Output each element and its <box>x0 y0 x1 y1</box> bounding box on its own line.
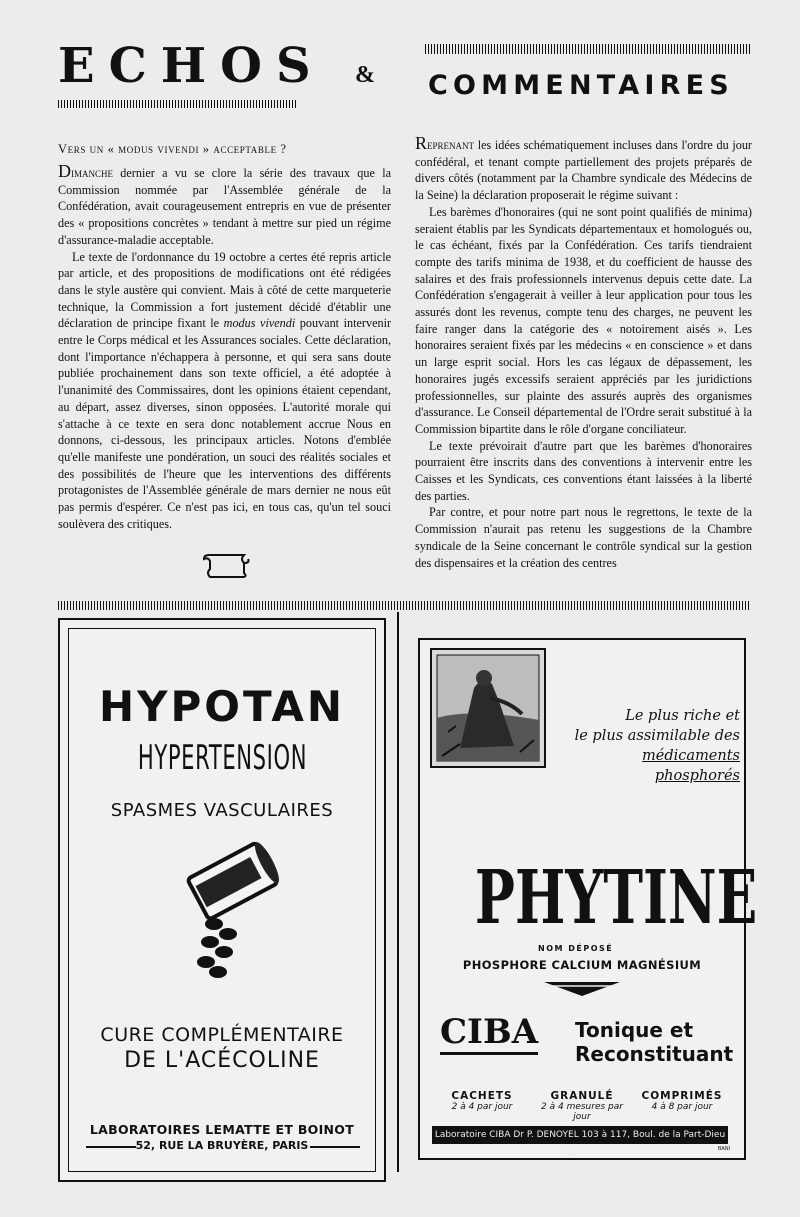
ciba-logo: CIBA <box>440 1012 538 1055</box>
section-title-echos: ECHOS <box>58 38 325 94</box>
form-comprimes: COMPRIMÉS 4 à 8 par jour <box>641 1090 723 1112</box>
decorative-chevron-icon <box>542 978 622 1000</box>
article-headline: Vers un « modus vivendi » acceptable ? <box>58 142 287 156</box>
phytine-laboratory-footer: Laboratoire CIBA Dr P. DENOYEL 103 à 117, Boul. de la Part-Dieu LYON <box>432 1126 728 1144</box>
title-overline-right <box>425 44 750 54</box>
horizontal-separator <box>58 601 750 610</box>
hypotan-address: 52, RUE LA BRUYÈRE, PARIS <box>135 1139 309 1152</box>
section-title-ampersand: & <box>355 62 375 88</box>
phytine-composition: PHOSPHORE CALCIUM MAGNÉSIUM <box>462 958 702 972</box>
phytine-nom-depose: NOM DÉPOSÉ <box>538 944 614 953</box>
article-right-column <box>415 135 752 571</box>
advertisement-phytine <box>418 638 758 1160</box>
article-left-column <box>58 163 391 532</box>
phytine-reconstituant: Reconstituant <box>575 1042 734 1066</box>
advertisement-hypotan <box>58 618 386 1182</box>
hypotan-brand: HYPOTAN <box>98 682 346 731</box>
drop-cap: R <box>415 133 428 153</box>
paragraph: Reprenant les idées schématiquement incluses dans l'ordre du jour confédéral, et tenant compte partiellement des projets préparés de divers côtés (notamment par la Chambre syndicale des Médecins de la Seine) la déclaration proposerait le régime suivant : <box>415 133 752 203</box>
woman-gardening-engraving <box>430 648 546 768</box>
form-granule: GRANULÉ 2 à 4 mesures par jour <box>541 1090 623 1122</box>
form-cachets: CACHETS 2 à 4 par jour <box>451 1090 513 1112</box>
hypotan-line-spasmes: SPASMES VASCULAIRES <box>110 800 334 821</box>
paragraph: Le texte de l'ordonnance du 19 octobre a certes été repris article par article, et des propositions de modifications ont été rédigées dans le style austère qui convient. Mais à côté de cette marqueterie technique, la Commission a fort justement décidé d'établir une déclaration de principe fixant le modus vivendi pouvant intervenir entre le Corps médical et les Assurances sociales. Cette déclaration, dont l'importance n'échappera à personne, et qui sera sans doute publiée prochainement dans son texte officiel, a été adoptée à l'unanimité des Commissaires, dont les opinions étaient cependant, au départ, assez diverses, sinon opposées. L'autorité morale qui s'attache à ce texte en sera donc notablement accrue Nous en donnons, ci-dessous, les principaux articles. Notons d'emblée qu'elle manifeste une pondération, un souci des réalités sociales et des possibilités de l'heure que les interventions des différents protagonistes de l'Assemblée générale de mars dernier ne nous eût pas permis d'espérer. Ce n'est pas ici, en tous cas, qu'un tel souci soulèvera des critiques. <box>58 249 392 531</box>
scroll-ornament-icon <box>200 553 252 579</box>
vertical-divider <box>397 612 399 1172</box>
paragraph: Le texte prévoirait d'autre part que les barèmes d'honoraires pourraient être inscrits dans des conventions à intervenir entre les Caisses et les Syndicats, ces conventions étant laissées à la liberté des parties. <box>415 438 752 503</box>
paragraph: Par contre, et pour notre part nous le regrettons, le texte de la Commission n'aurait pas retenu les suggestions de la Chambre syndicale de la Seine concernant le contrôle syndical sur la gestion des dispensaires et la création des centres <box>415 505 752 570</box>
pill-bottle-icon <box>172 838 282 988</box>
section-title-commentaires: COMMENTAIRES <box>428 70 734 101</box>
hypotan-line-cure: CURE COMPLÉMENTAIRE <box>100 1024 344 1046</box>
hypotan-line-hypertension: HYPERTENSION <box>137 738 307 778</box>
phytine-slogan: Le plus riche et le plus assimilable des médicaments phosphorés <box>574 708 740 784</box>
title-underline-left <box>58 100 298 108</box>
hypotan-line-acecoline: DE L'ACÉCOLINE <box>124 1048 320 1073</box>
address-rule-right <box>310 1146 360 1148</box>
phytine-tonique: Tonique et <box>575 1018 694 1042</box>
phytine-corner-mark: BANI <box>718 1146 731 1152</box>
paragraph: Les barèmes d'honoraires (qui ne sont point qualifiés de minima) seraient établis par les Syndicats départementaux et homologués ou, le cas échéant, fixés par la Confédération. Ces tarifs tiendraient compte des tarifs minima de 1938, et du coefficient de hausse des salaires et des frais professionnels intervenus depuis cette date. La Confédération s'engagerait à veiller à leur application pour tous les assurés dont les revenus, compte tenu des charges, ne peuvent les faire ranger dans la catégorie des « notoirement aisés ». Les honoraires seraient fixés par les médecins « en conscience » et dans un large esprit social. Hors les cas légaux de dépassement, les honoraires jugés excessifs seraient appréciés par les juridictions professionnelles, sur plainte des assurés auprès des organismes d'assurance. Le Conseil départemental de l'Ordre serait substitué à la Commission bipartite dans le rôle d'organe conciliateur. <box>415 204 752 436</box>
hypotan-laboratory: LABORATOIRES LEMATTE ET BOINOT <box>89 1122 355 1137</box>
paragraph: Dimanche dernier a vu se clore la série des travaux que la Commission nommée par l'Assemblée générale de la Confédération, avait courageusement entrepris en vue de présenter des « propositions concrètes » tendant à mettre sur pied un régime d'assurance-maladie acceptable. <box>58 161 391 247</box>
drop-cap: D <box>58 161 71 181</box>
phytine-brand: PHYTINE <box>474 855 758 941</box>
